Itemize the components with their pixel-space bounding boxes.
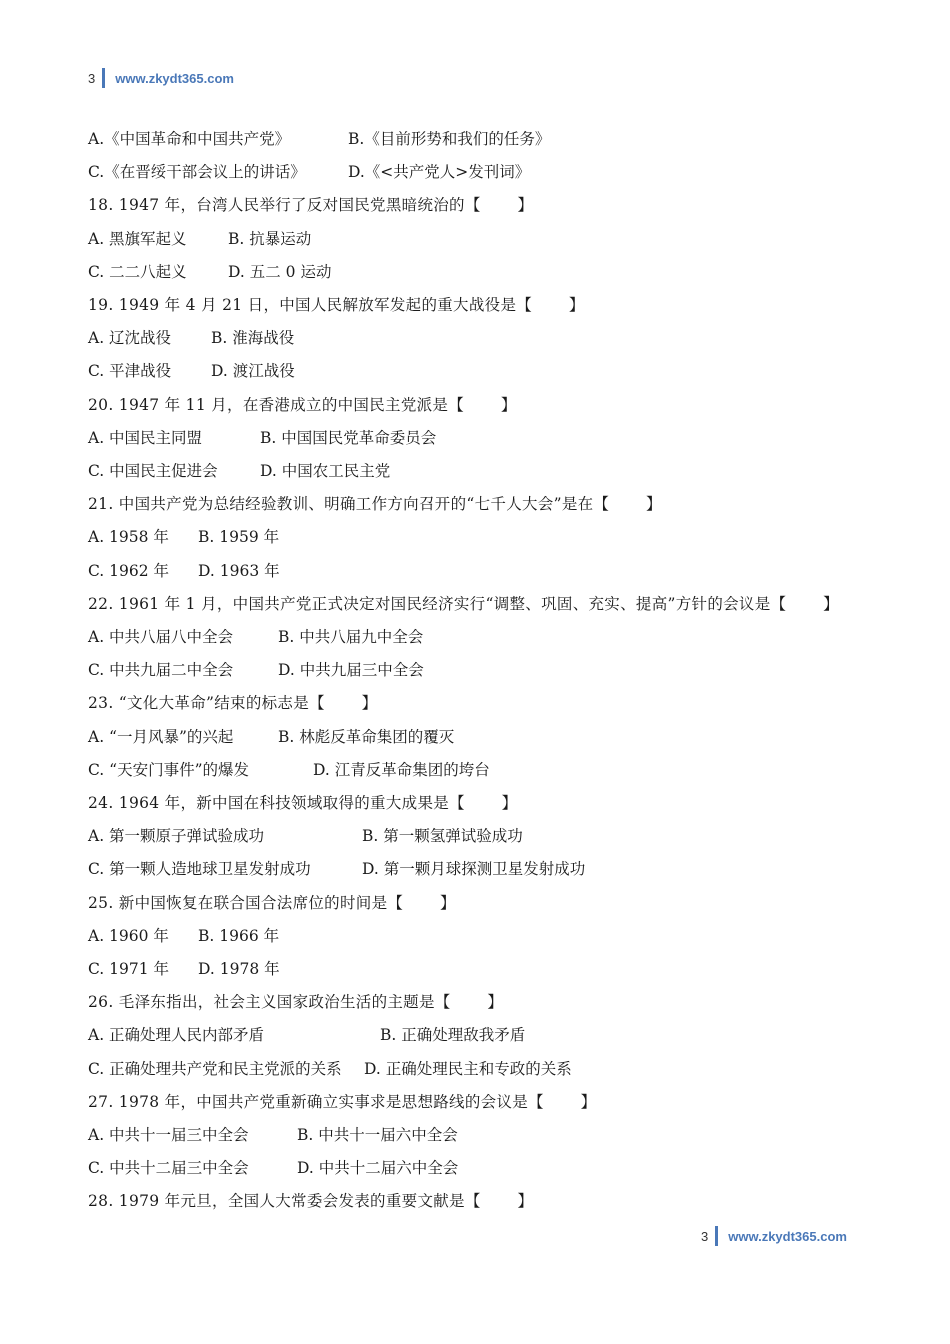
option-b: B. 抗暴运动: [228, 229, 312, 248]
option-row: [88, 260, 332, 284]
footer-page-number: 3: [701, 1228, 709, 1244]
option-a: A. 1960 年: [88, 926, 169, 945]
option-b: B. 中共十一届六中全会: [297, 1126, 458, 1144]
option-b: B.《目前形势和我们的任务》: [348, 130, 551, 148]
option-a: C. 第一颗人造地球卫星发射成功: [88, 860, 311, 879]
option-a: A. 辽沈战役: [88, 329, 172, 348]
option-row: [88, 326, 295, 350]
option-b: D. 1963 年: [198, 561, 280, 580]
option-row: [88, 525, 280, 549]
option-b: B. 1959 年: [198, 528, 280, 547]
option-b: B. 中国国民党革命委员会: [260, 428, 437, 447]
option-a: C.《在晋绥干部会议上的讲话》: [88, 163, 306, 182]
option-b: D. 第一颗月球探测卫星发射成功: [362, 860, 586, 879]
option-b: D. 渡江战役: [211, 362, 295, 381]
option-a: C. 中共九届二中全会: [88, 661, 234, 680]
option-b: D. 1978 年: [198, 960, 280, 978]
option-b: B. 中共八届九中全会: [278, 628, 424, 646]
option-row: [88, 160, 531, 184]
question-stem: 27. 1978 年，中国共产党重新确立实事求是思想路线的会议是【 】: [88, 1092, 597, 1111]
option-a: C. 中国民主促进会: [88, 462, 218, 480]
option-row: [88, 1156, 459, 1180]
option-row: [88, 359, 295, 383]
option-row: [88, 227, 312, 251]
option-a: A. 第一颗原子弹试验成功: [88, 827, 265, 846]
footer-divider: [715, 1226, 718, 1246]
option-b: B. 1966 年: [198, 926, 280, 945]
option-a: A. 中国民主同盟: [88, 428, 203, 447]
option-b: D. 江青反革命集团的垮台: [313, 760, 490, 779]
option-row: [88, 924, 280, 948]
question-stem: 24. 1964 年，新中国在科技领域取得的重大成果是【 】: [88, 794, 518, 812]
option-a: C. 二二八起义: [88, 262, 187, 281]
option-b: B. 林彪反革命集团的覆灭: [278, 727, 455, 746]
option-a: C. “天安门事件”的爆发: [88, 760, 250, 779]
option-b: D. 五二 0 运动: [228, 262, 332, 281]
page-header: [88, 68, 234, 88]
option-row: [88, 127, 551, 151]
option-row: [88, 625, 424, 649]
question-stem: 26. 毛泽东指出，社会主义国家政治生活的主题是【 】: [88, 993, 504, 1012]
option-b: D. 正确处理民主和专政的关系: [364, 1059, 572, 1078]
page-footer: [701, 1226, 847, 1246]
option-row: [88, 1057, 572, 1081]
option-b: B. 正确处理敌我矛盾: [380, 1026, 526, 1045]
option-b: B. 淮海战役: [211, 329, 295, 348]
option-row: [88, 758, 490, 782]
question-stem: 25. 新中国恢复在联合国合法席位的时间是【 】: [88, 893, 456, 912]
option-b: B. 第一颗氢弹试验成功: [362, 827, 523, 846]
option-a: C. 正确处理共产党和民主党派的关系: [88, 1059, 342, 1078]
option-a: C. 1971 年: [88, 960, 170, 978]
option-a: A.《中国革命和中国共产党》: [88, 130, 291, 148]
option-row: [88, 1023, 526, 1047]
header-page-number: 3: [88, 70, 96, 86]
option-a: A. 中共十一届三中全会: [88, 1126, 249, 1144]
option-b: D. 中国农工民主党: [260, 462, 391, 480]
option-row: [88, 1123, 458, 1147]
question-stem: 28. 1979 年元旦，全国人大常委会发表的重要文献是【 】: [88, 1192, 534, 1211]
option-a: A. 1958 年: [88, 528, 169, 547]
question-stem: 18. 1947 年，台湾人民举行了反对国民党黑暗统治的【 】: [88, 196, 534, 215]
option-row: [88, 725, 455, 749]
option-row: [88, 857, 586, 881]
header-divider: [102, 68, 105, 88]
option-b: D. 中共十二届六中全会: [297, 1159, 459, 1178]
option-a: C. 平津战役: [88, 362, 172, 381]
header-site-link[interactable]: www.zkydt365.com: [115, 70, 234, 86]
question-stem: 20. 1947 年 11 月，在香港成立的中国民主党派是【 】: [88, 395, 517, 414]
option-a: A. 黑旗军起义: [88, 229, 187, 248]
footer-site-link[interactable]: www.zkydt365.com: [728, 1228, 847, 1244]
option-b: D. 中共九届三中全会: [278, 661, 424, 680]
option-row: [88, 426, 437, 450]
option-row: [88, 459, 391, 483]
option-a: A. 中共八届八中全会: [88, 628, 234, 646]
option-a: A. “一月风暴”的兴起: [88, 727, 234, 746]
option-row: [88, 559, 280, 583]
option-row: [88, 658, 424, 682]
option-a: C. 1962 年: [88, 561, 170, 580]
question-stem: 19. 1949 年 4 月 21 日，中国人民解放军发起的重大战役是【 】: [88, 296, 585, 314]
option-a: A. 正确处理人民内部矛盾: [88, 1026, 265, 1045]
question-stem: 21. 中国共产党为总结经验教训、明确工作方向召开的“七千人大会”是在【 】: [88, 495, 662, 514]
question-stem: 23. “文化大革命”结束的标志是【 】: [88, 694, 378, 713]
option-b: D.《<共产党人>发刊词》: [348, 163, 531, 182]
option-row: [88, 824, 523, 848]
question-stem: 22. 1961 年 1 月，中国共产党正式决定对国民经济实行“调整、巩固、充实、提高”方针的会议是【 】: [88, 594, 839, 613]
option-a: C. 中共十二届三中全会: [88, 1159, 249, 1178]
option-row: [88, 957, 280, 981]
